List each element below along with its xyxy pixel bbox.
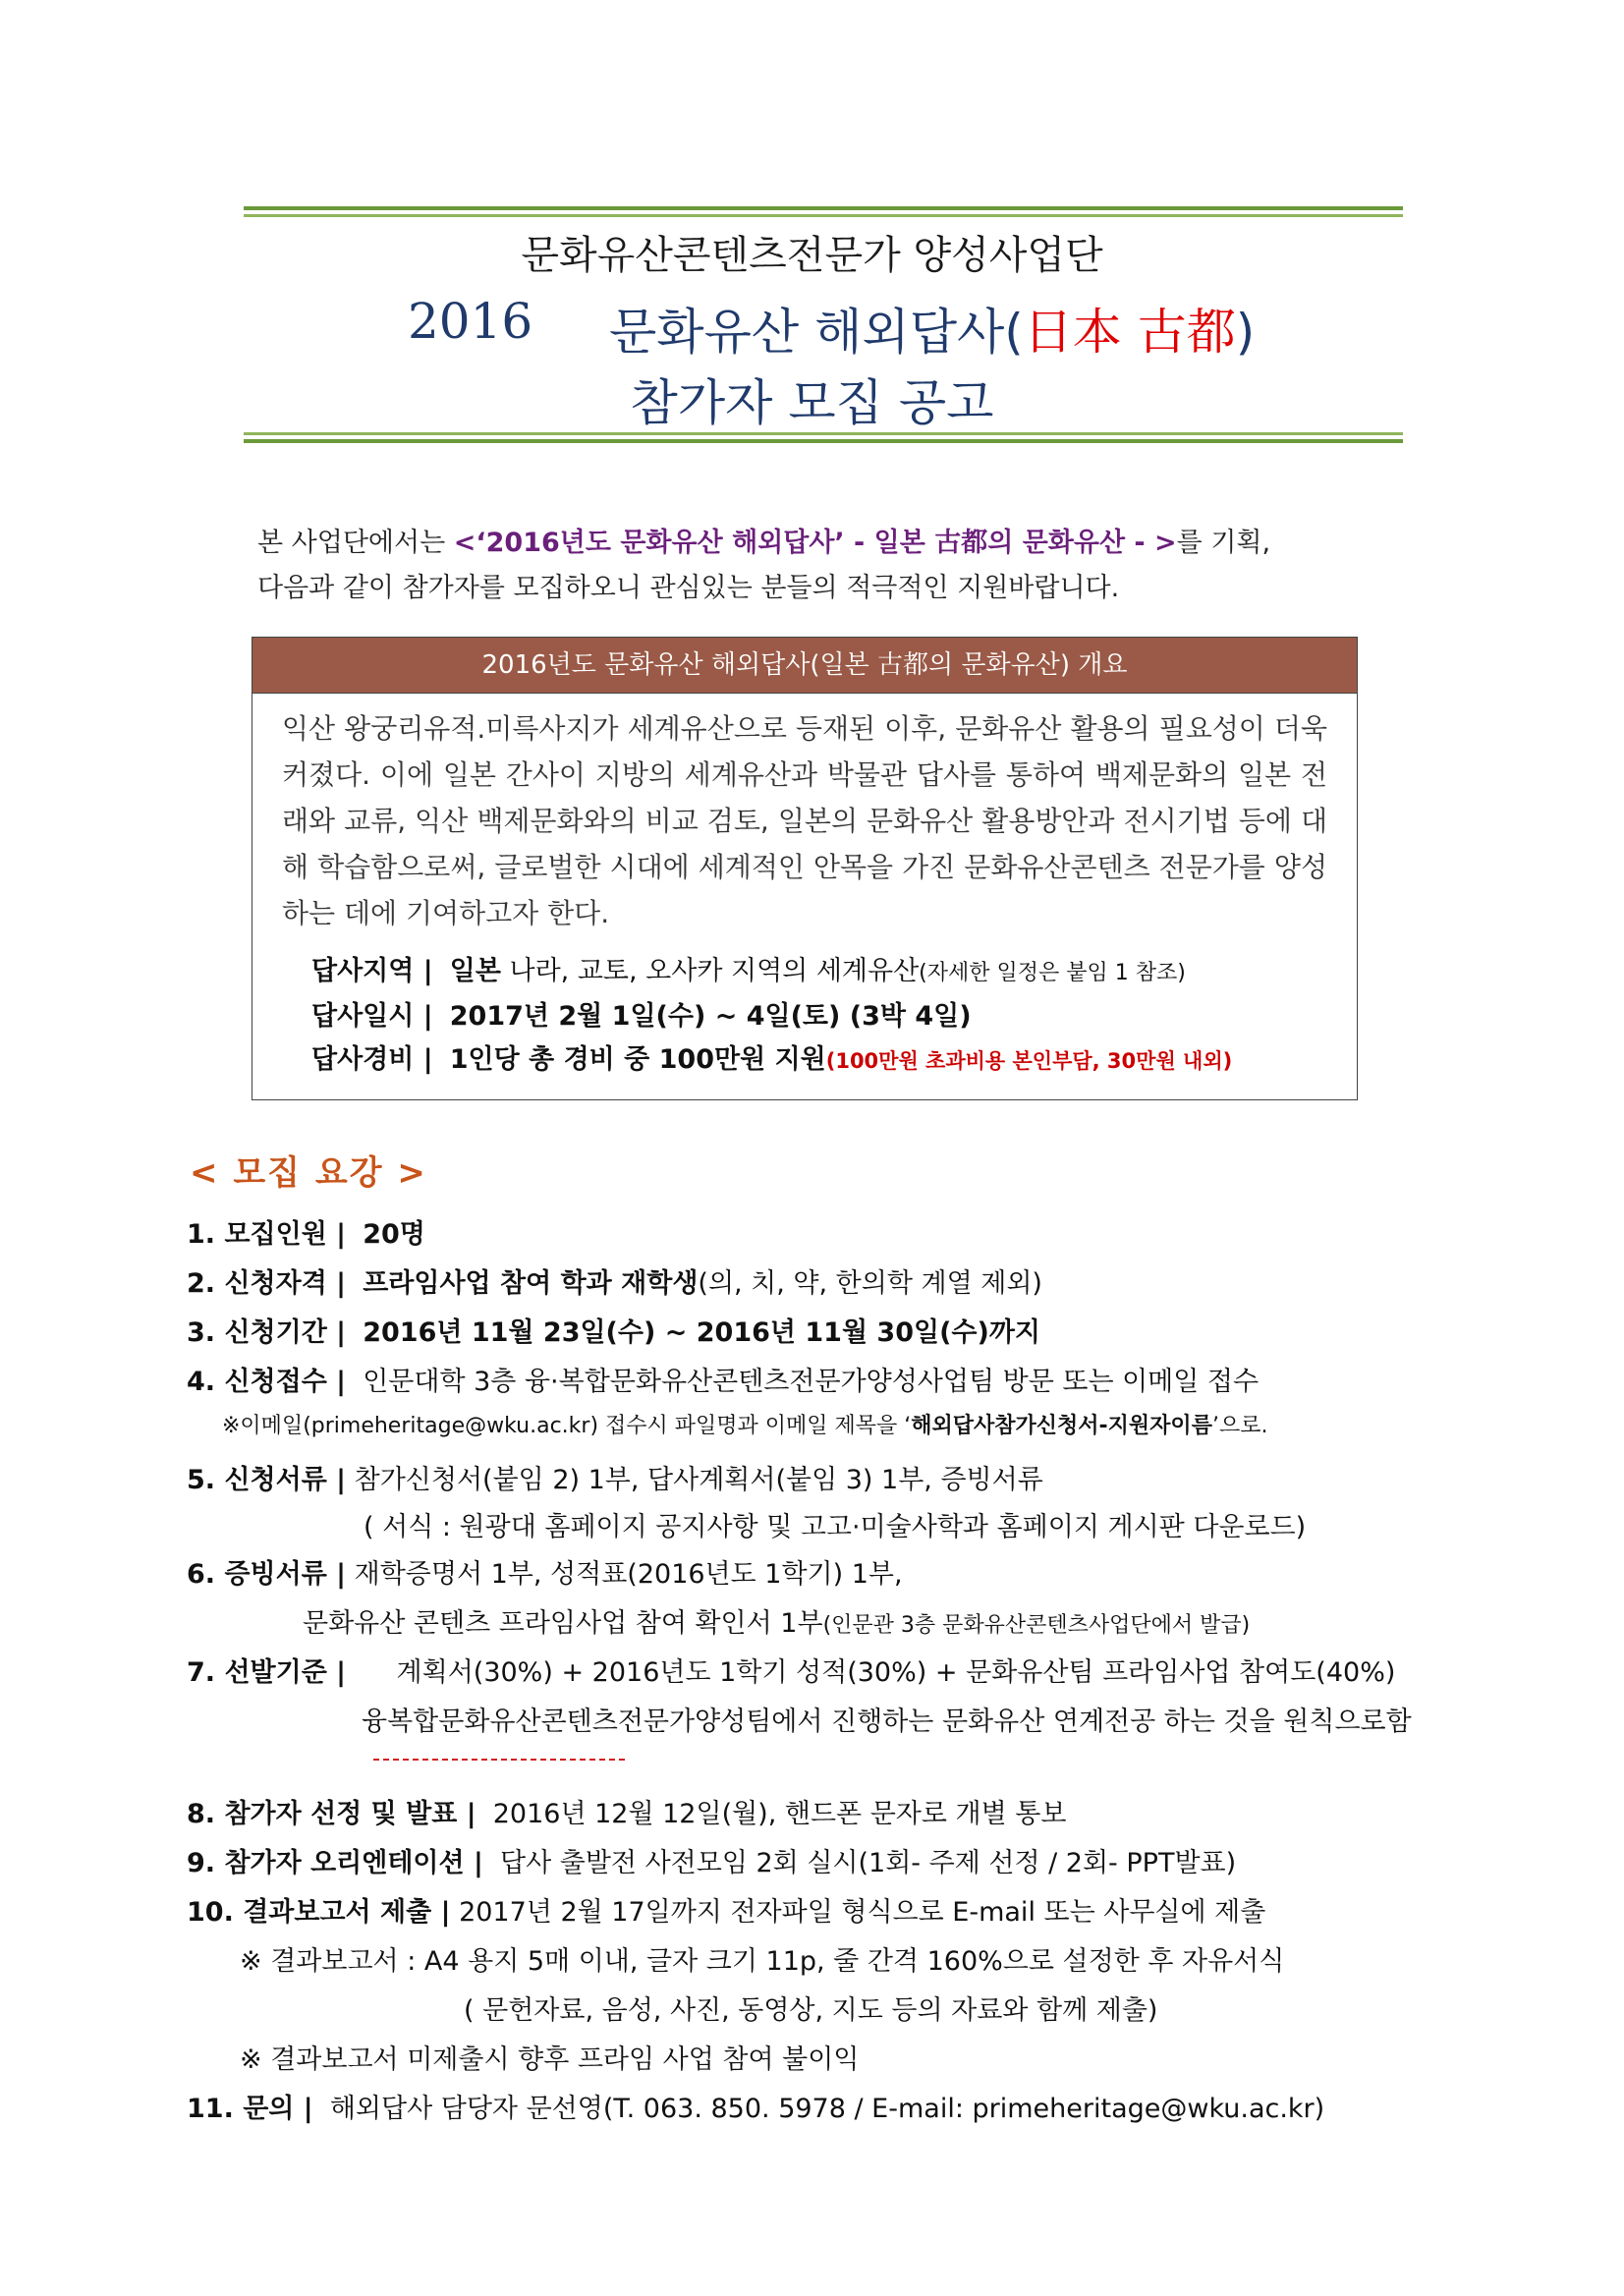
overview-heading: 2016년도 문화유산 해외답사(일본 古都의 문화유산) 개요 xyxy=(252,638,1357,694)
list-item: 1. 모집인원 | 20명 xyxy=(187,1219,425,1250)
divider xyxy=(373,1759,625,1761)
title-main: 문화유산 해외답사(日本 古都) xyxy=(609,304,1256,361)
overview-box xyxy=(252,637,1358,1100)
intro-highlight: <‘2016년도 문화유산 해외답사’ - 일본 古都의 문화유산 - > xyxy=(453,528,1177,558)
intro-line-1: 본 사업단에서는 <‘2016년도 문화유산 해외답사’ - 일본 古都의 문화유산 - >를 기획, xyxy=(257,528,1271,558)
list-item: 5. 신청서류 | 참가신청서(붙임 2) 1부, 답사계획서(붙임 3) 1부, 증빙서류 xyxy=(187,1465,1043,1495)
fact-cost: 답사경비 | 1인당 총 경비 중 100만원 지원(100만원 초과비용 본인부담, 30만원 내외) xyxy=(311,1044,1233,1075)
top-rule xyxy=(244,206,1403,221)
recruit-title: < 모집 요강 > xyxy=(190,1153,427,1193)
title-sub: 참가자 모집 공고 xyxy=(630,374,994,431)
list-item: ※이메일(primeheritage@wku.ac.kr) 접수시 파일명과 이메일 제목을 ‘해외답사참가신청서-지원자이름’으로. xyxy=(222,1414,1268,1438)
list-item: ( 서식 : 원광대 홈페이지 공지사항 및 고고·미술사학과 홈페이지 게시판 다운로드) xyxy=(364,1512,1307,1542)
title-red: 日本 古都 xyxy=(1023,304,1236,361)
list-item: 3. 신청기간 | 2016년 11월 23일(수) ~ 2016년 11월 30일(수)까지 xyxy=(187,1317,1041,1348)
list-item: 2. 신청자격 | 프라임사업 참여 학과 재학생(의, 치, 약, 한의학 계열 제외) xyxy=(187,1268,1042,1299)
overview-facts xyxy=(252,936,1357,1083)
list-item: 6. 증빙서류 | 재학증명서 1부, 성적표(2016년도 1학기) 1부, xyxy=(187,1559,903,1590)
list-item: 8. 참가자 선정 및 발표 | 2016년 12월 12일(월), 핸드폰 문자로 개별 통보 xyxy=(187,1799,1067,1829)
bottom-rule xyxy=(244,432,1403,447)
list-item: 11. 문의 | 해외답사 담당자 문선영(T. 063. 850. 5978 / E-mail: primeheritage@wku.ac.kr) xyxy=(187,2094,1325,2124)
overview-body: 익산 왕궁리유적.미륵사지가 세계유산으로 등재된 이후, 문화유산 활용의 필요성이 더욱 커졌다. 이에 일본 간사이 지방의 세계유산과 박물관 답사를 통하여 백제문화의 일본 전래와 교류, 익산 백제문화와의 비교 검토, 일본의 문화유산 활용방안과 전시기법 등에 대해 학습함으로써, 글로벌한 시대에 세계적인 안목을 가진 문화유산콘텐츠 전문가를 양성하는 데에 기여하고자 한다. xyxy=(282,712,1327,929)
intro-line-2: 다음과 같이 참가자를 모집하오니 관심있는 분들의 적극적인 지원바랍니다. xyxy=(257,573,1120,603)
title-year: 2016 xyxy=(408,293,533,350)
list-item: ( 문헌자료, 음성, 사진, 동영상, 지도 등의 자료와 함께 제출) xyxy=(464,1995,1158,2026)
fact-region: 답사지역 | 일본 나라, 교토, 오사카 지역의 세계유산(자세한 일정은 붙임 1 참조) xyxy=(311,956,1186,986)
list-item: 9. 참가자 오리엔테이션 | 답사 출발전 사전모임 2회 실시(1회- 주제 선정 / 2회- PPT발표) xyxy=(187,1848,1237,1878)
list-item: ※ 결과보고서 : A4 용지 5매 이내, 글자 크기 11p, 줄 간격 160%으로 설정한 후 자유서식 xyxy=(240,1946,1285,1977)
list-item: 4. 신청접수 | 인문대학 3층 융·복합문화유산콘텐츠전문가양성사업팀 방문 또는 이메일 접수 xyxy=(187,1367,1260,1397)
list-item: 융복합문화유산콘텐츠전문가양성팀에서 진행하는 문화유산 연계전공 하는 것을 원칙으로함 xyxy=(362,1707,1412,1737)
list-item: 10. 결과보고서 제출 | 2017년 2월 17일까지 전자파일 형식으로 E-mail 또는 사무실에 제출 xyxy=(187,1897,1266,1928)
list-item: 7. 선발기준 | 계획서(30%) + 2016년도 1학기 성적(30%) + 문화유산팀 프라임사업 참여도(40%) xyxy=(187,1657,1396,1688)
list-item: 문화유산 콘텐츠 프라임사업 참여 확인서 1부(인문관 3층 문화유산콘텐츠사업단에서 발급) xyxy=(303,1608,1251,1639)
org-name: 문화유산콘텐츠전문가 양성사업단 xyxy=(521,233,1103,278)
intro-paragraph xyxy=(257,521,1377,611)
fact-date: 답사일시 | 2017년 2월 1일(수) ~ 4일(토) (3박 4일) xyxy=(311,1001,972,1032)
list-item: ※ 결과보고서 미제출시 향후 프라임 사업 참여 불이익 xyxy=(240,2044,860,2075)
